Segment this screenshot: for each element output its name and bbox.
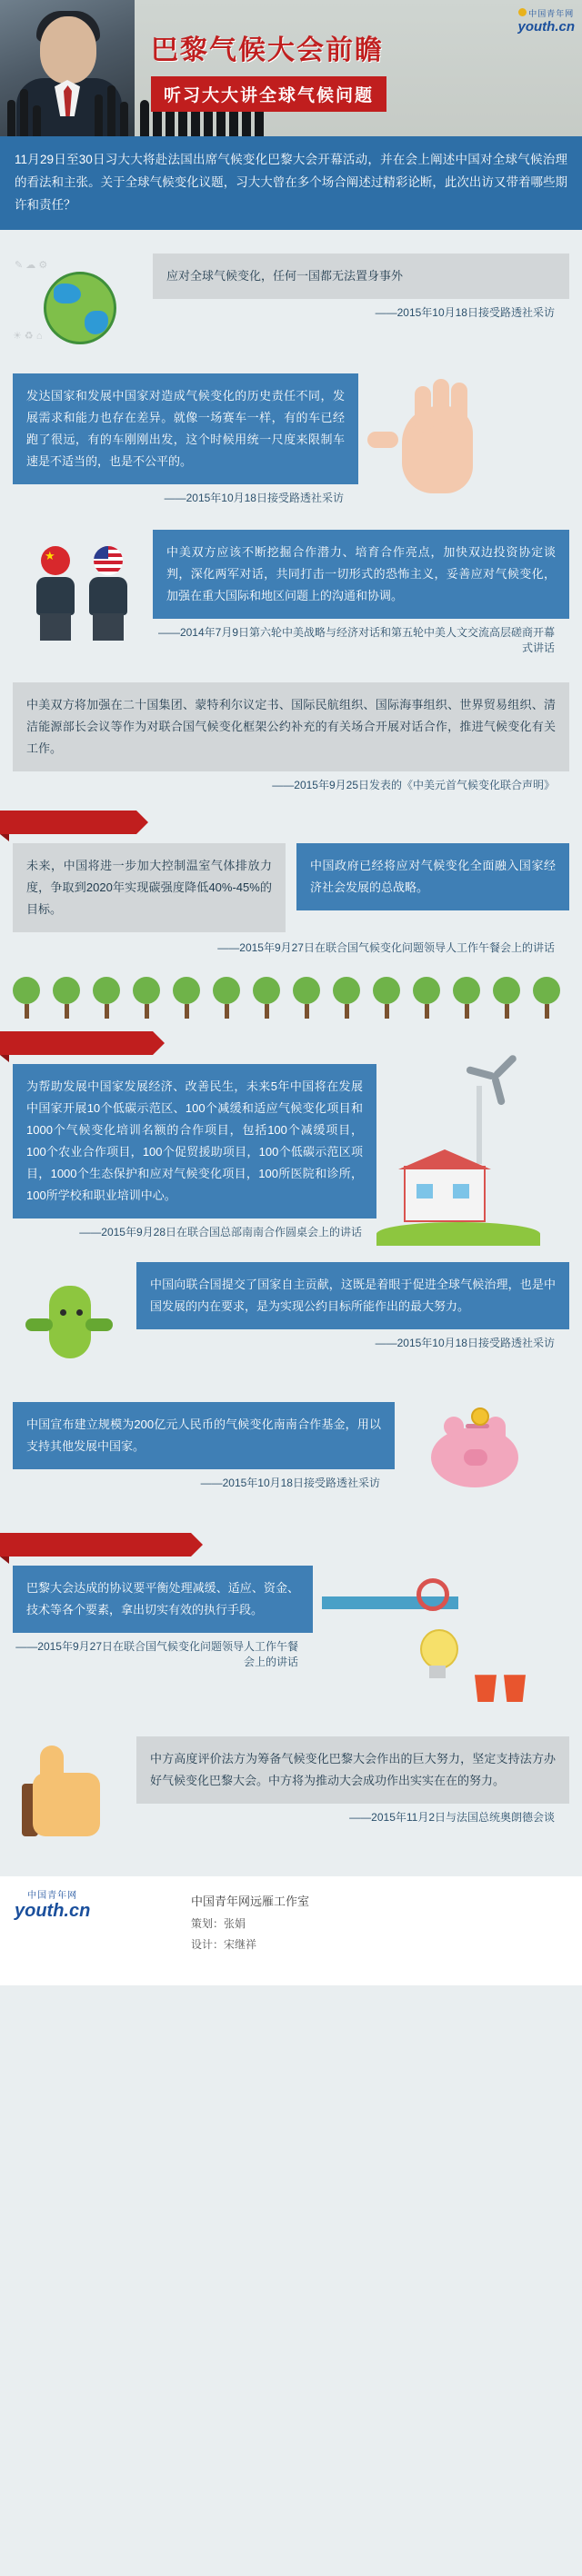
footer-logo[interactable] xyxy=(15,1891,90,1921)
section-10 xyxy=(0,1727,582,1869)
site-logo[interactable] xyxy=(518,5,576,34)
footer-studio: 中国青年网远雁工作室 xyxy=(191,1895,310,1909)
footer-logo-cn: 中国青年网 xyxy=(27,1891,78,1902)
section-2 xyxy=(0,361,582,517)
tree-icon xyxy=(493,977,520,1004)
quote-8: 中国宣布建立规模为200亿元人民币的气候变化南南合作基金，用以支持其他发展中国家。 xyxy=(13,1402,395,1469)
title-sub: 听习大大讲全球气候问题 xyxy=(151,76,386,112)
piggy-bank-icon xyxy=(426,1409,526,1500)
ribbon-divider-3 xyxy=(0,1533,582,1557)
source-4: ——2015年9月25日发表的《中美元首气候变化联合声明》 xyxy=(272,779,555,792)
tree-icon xyxy=(293,977,320,1004)
section-4 xyxy=(0,673,582,800)
logo-youth-text: youth.cn xyxy=(517,19,575,35)
tree-icon xyxy=(333,977,360,1004)
quote-3: 中美双方应该不断挖掘合作潜力、培育合作亮点，加快双边投资协定谈判，深化两军对话，共同打击一切形式的恐怖主义，妥善应对气候变化，加强在重大国际和地区问题上的沟通和协调。 xyxy=(153,530,569,619)
ribbon-divider-1 xyxy=(0,811,582,834)
cup-icon xyxy=(475,1675,497,1702)
house-icon xyxy=(404,1166,486,1222)
page-footer xyxy=(0,1876,582,1985)
source-3: ——2014年7月9日第六轮中美战略与经济对话和第五轮中美人文交流高层磋商开幕式讲话 xyxy=(157,626,555,655)
footer-designer-label: 设计： xyxy=(191,1937,225,1951)
section-5 xyxy=(0,840,582,955)
source-10: ——2015年11月2日与法国总统奥朗德会谈 xyxy=(349,1811,555,1825)
quote-6: 为帮助发展中国家发展经济、改善民生，未来5年中国将在发展中国家开展10个低碳示范区、100个减缓和适应气候变化项目和1000个气候变化培训名额的合作项目，包括100个减缓项目，100个农业合作项目，100个促贸援助项目，100个低碳示范区项目，1000个生态保护和应对气候变化项目，100所医院和诊所，100所学校和职业培训中心。 xyxy=(13,1064,376,1218)
footer-logo-youth: youth.cn xyxy=(15,1901,91,1922)
tree-icon xyxy=(533,977,560,1004)
source-6: ——2015年9月28日在联合国总部南南合作圆桌会上的讲话 xyxy=(79,1226,362,1239)
title-main: 巴黎气候大会前瞻 xyxy=(151,35,384,65)
tree-icon xyxy=(53,977,80,1004)
footer-planner-value: 张娟 xyxy=(224,1916,246,1930)
footer-designer-value: 宋继祥 xyxy=(224,1937,257,1951)
usa-delegate xyxy=(84,546,133,641)
logo-dot-icon xyxy=(518,8,527,16)
quote-9: 巴黎大会达成的协议要平衡处理减缓、适应、资金、技术等各个要素，拿出切实有效的执行手段。 xyxy=(13,1566,313,1633)
water-tap-icon xyxy=(322,1575,495,1684)
source-9: ——2015年9月27日在联合国气候变化问题领导人工作午餐会上的讲话 xyxy=(15,1640,298,1669)
china-flag-icon: ★ xyxy=(41,546,70,575)
tree-icon xyxy=(373,977,400,1004)
footer-credits xyxy=(191,1891,309,1954)
quote-5b: 中国政府已经将应对气候变化全面融入国家经济社会发展的总战略。 xyxy=(296,843,569,910)
source-7: ——2015年10月18日接受路透社采访 xyxy=(375,1337,555,1350)
source-1: ——2015年10月18日接受路透社采访 xyxy=(375,305,555,319)
tree-row xyxy=(13,964,569,1019)
leader-photo xyxy=(0,0,135,136)
tree-icon xyxy=(213,977,240,1004)
section-9 xyxy=(0,1562,582,1727)
source-2: ——2015年10月18日接受路透社采访 xyxy=(164,492,344,505)
hand-icon xyxy=(367,379,477,506)
tree-icon xyxy=(13,977,40,1004)
tree-icon xyxy=(173,977,200,1004)
lead-paragraph: 11月29日至30日习大大将赴法国出席气候变化巴黎大会开幕活动，并在会上阐述中国对全球气候治理的看法和主张。关于全球气候变化议题，习大大曾在多个场合阐述过精彩论断，此次出访又带着哪些期许和责任？ xyxy=(0,136,582,230)
logo-cn-text: 中国青年网 xyxy=(528,9,575,18)
content-area xyxy=(0,230,582,1876)
china-delegate xyxy=(31,546,80,641)
thumbs-up-icon xyxy=(22,1742,122,1851)
corn-mascot-icon xyxy=(29,1269,111,1387)
quote-4: 中美双方将加强在二十国集团、蒙特利尔议定书、国际民航组织、国际海事组织、世界贸易组织、清洁能源部长会议等作为对联合国气候变化框架公约补充的有关场合开展对话合作，推进气候变化有关工作。 xyxy=(13,682,569,771)
section-6 xyxy=(0,1060,582,1253)
source-8: ——2015年10月18日接受路透社采访 xyxy=(200,1477,380,1490)
quote-1: 应对全球气候变化，任何一国都无法置身事外 xyxy=(153,254,569,299)
quote-2: 发达国家和发展中国家对造成气候变化的历史责任不同，发展需求和能力也存在差异。就像一场赛车一样，有的车已经跑了很远，有的车刚刚出发，这个时候用统一尺度来限制车速是不适当的，也是不公平的。 xyxy=(13,373,358,484)
tree-icon xyxy=(253,977,280,1004)
footer-planner-label: 策划： xyxy=(191,1916,225,1930)
cup-icon xyxy=(504,1675,526,1702)
section-3 xyxy=(0,517,582,673)
source-5: ——2015年9月27日在联合国气候变化问题领导人工作午餐会上的讲话 xyxy=(217,941,555,955)
quote-5a: 未来，中国将进一步加大控制温室气体排放力度，争取到2020年实现碳强度降低40%-45%的目标。 xyxy=(13,843,286,932)
light-bulb-icon xyxy=(413,1629,462,1693)
ribbon-divider-2 xyxy=(0,1031,582,1055)
page-title xyxy=(151,27,573,112)
usa-flag-icon xyxy=(94,546,123,575)
header-banner xyxy=(0,0,582,136)
section-8 xyxy=(0,1397,582,1518)
quote-10: 中方高度评价法方为筹备气候变化巴黎大会作出的巨大努力，坚定支持法方办好气候变化巴黎大会。中方将为推动大会成功作出实实在在的努力。 xyxy=(136,1736,569,1804)
section-7 xyxy=(0,1253,582,1397)
tree-icon xyxy=(133,977,160,1004)
section-1: ✎ ☁ ⚙ ☀ ♻ ⌂ 应对全球气候变化，任何一国都无法置身事外 ——2015年10月18日接受路透社采访 xyxy=(0,239,582,361)
tree-icon xyxy=(453,977,480,1004)
bottom-spacer xyxy=(0,1869,582,1876)
globe-icon xyxy=(44,272,116,344)
tree-icon xyxy=(93,977,120,1004)
tree-icon xyxy=(413,977,440,1004)
quote-7: 中国向联合国提交了国家自主贡献，这既是着眼于促进全球气候治理，也是中国发展的内在要求，是为实现公约目标所能作出的最大努力。 xyxy=(136,1262,569,1329)
